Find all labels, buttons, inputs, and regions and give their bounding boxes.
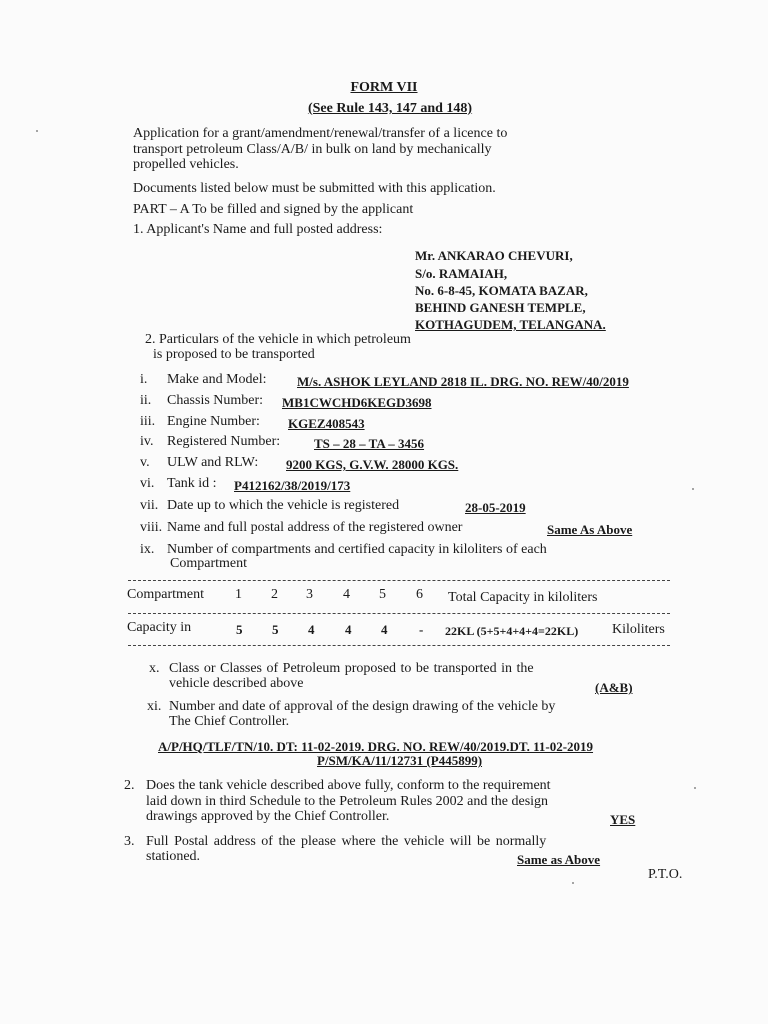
particular-label: Chassis Number: [167, 393, 264, 408]
xi-line-1: Number and date of approval of the design drawing of the vehicle by [169, 699, 556, 714]
particular-num: iv. [140, 434, 154, 449]
x-line-2: vehicle described above [169, 676, 304, 691]
capacity-value: 5 [236, 622, 243, 637]
ix-line-1: Number of compartments and certified capacity in kiloliters of each [167, 542, 547, 557]
particular-label: Engine Number: [167, 414, 260, 429]
particular-value: P412162/38/2019/173 [234, 478, 351, 493]
particulars-heading-1: 2. Particulars of the vehicle in which petroleum [145, 332, 411, 347]
address-line-2: S/o. RAMAIAH, [415, 266, 508, 281]
address-line-4: BEHIND GANESH TEMPLE, [415, 300, 586, 315]
scan-speck [694, 787, 696, 789]
intro-line-2: transport petroleum Class/A/B/ in bulk on land by mechanically [133, 142, 492, 157]
table-divider [128, 645, 670, 646]
total-capacity-header: Total Capacity in kiloliters [448, 590, 598, 605]
particular-num: viii. [140, 520, 163, 535]
particular-label: Name and full postal address of the registered owner [167, 520, 463, 535]
address-line-5: KOTHAGUDEM, TELANGANA. [415, 317, 606, 332]
particular-label: Registered Number: [167, 434, 281, 449]
part-a-heading: PART – A To be filled and signed by the applicant [133, 202, 414, 217]
x-line-1: Class or Classes of Petroleum proposed to be transported in the [169, 661, 534, 676]
particular-value: MB1CWCHD6KEGD3698 [282, 395, 432, 410]
total-capacity-unit: Kiloliters [612, 622, 665, 637]
capacity-value: 4 [345, 622, 352, 637]
compartment-number: 5 [379, 587, 386, 602]
question-3-num: 3. [124, 834, 135, 849]
particular-value: Same As Above [547, 522, 633, 537]
address-line-3: No. 6-8-45, KOMATA BAZAR, [415, 283, 588, 298]
particular-num: vi. [140, 476, 155, 491]
x-num: x. [149, 661, 160, 676]
scan-speck [36, 130, 38, 132]
question-2-answer: YES [610, 812, 636, 827]
x-answer: (A&B) [595, 680, 633, 695]
compartment-label: Compartment [127, 587, 204, 602]
rule-reference: (See Rule 143, 147 and 148) [307, 101, 473, 116]
particulars-heading-2: is proposed to be transported [153, 347, 315, 362]
question-2-line-2: laid down in third Schedule to the Petroleum Rules 2002 and the design [146, 794, 549, 809]
scan-speck [572, 882, 574, 884]
compartment-number: 6 [416, 587, 423, 602]
particular-num: i. [140, 372, 148, 387]
capacity-label: Capacity in [127, 620, 192, 635]
pto-note: P.T.O. [648, 867, 683, 882]
particular-num: ii. [140, 393, 152, 408]
capacity-value: - [419, 622, 424, 637]
particular-num: v. [140, 455, 150, 470]
compartment-number: 2 [271, 587, 278, 602]
ix-line-2: Compartment [170, 556, 247, 571]
question-3-line-2: stationed. [146, 849, 201, 864]
scan-speck [692, 488, 694, 490]
intro-line-3: propelled vehicles. [133, 157, 239, 172]
capacity-value: 5 [272, 622, 279, 637]
particular-num: iii. [140, 414, 156, 429]
xi-num: xi. [147, 699, 162, 714]
ix-num: ix. [140, 542, 155, 557]
compartment-number: 3 [306, 587, 313, 602]
question-1-label: 1. Applicant's Name and full posted address: [133, 222, 383, 237]
question-2-line-1: Does the tank vehicle described above fully, conform to the requirement [146, 778, 551, 793]
particular-value: TS – 28 – TA – 3456 [314, 436, 425, 451]
question-2-num: 2. [124, 778, 135, 793]
particular-value: 28-05-2019 [465, 500, 526, 515]
capacity-value: 4 [308, 622, 315, 637]
question-3-line-1: Full Postal address of the please where the vehicle will be normally [146, 834, 547, 849]
particular-label: Make and Model: [167, 372, 267, 387]
documents-note: Documents listed below must be submitted with this application. [133, 181, 496, 196]
particular-num: vii. [140, 498, 159, 513]
approval-line-1: A/P/HQ/TLF/TN/10. DT: 11-02-2019. DRG. NO. REW/40/2019.DT. 11-02-2019 [158, 739, 594, 754]
compartment-number: 1 [235, 587, 242, 602]
particular-value: M/s. ASHOK LEYLAND 2818 IL. DRG. NO. REW/40/2019 [297, 374, 629, 389]
particular-label: Date up to which the vehicle is registered [167, 498, 400, 513]
particular-label: Tank id : [167, 476, 217, 491]
particular-label: ULW and RLW: [167, 455, 259, 470]
form-title: FORM VII [350, 80, 418, 95]
capacity-value: 4 [381, 622, 388, 637]
compartment-number: 4 [343, 587, 350, 602]
question-3-answer: Same as Above [517, 852, 601, 867]
total-capacity-value: 22KL (5+5+4+4+4=22KL) [445, 624, 579, 638]
address-line-1: Mr. ANKARAO CHEVURI, [415, 248, 573, 263]
intro-line-1: Application for a grant/amendment/renewal/transfer of a licence to [133, 126, 508, 141]
xi-line-2: The Chief Controller. [169, 714, 290, 729]
table-divider [128, 613, 670, 614]
particular-value: KGEZ408543 [288, 416, 365, 431]
table-divider [128, 580, 670, 581]
question-2-line-3: drawings approved by the Chief Controller. [146, 809, 390, 824]
approval-line-2: P/SM/KA/11/12731 (P445899) [317, 753, 483, 768]
particular-value: 9200 KGS, G.V.W. 28000 KGS. [286, 457, 459, 472]
